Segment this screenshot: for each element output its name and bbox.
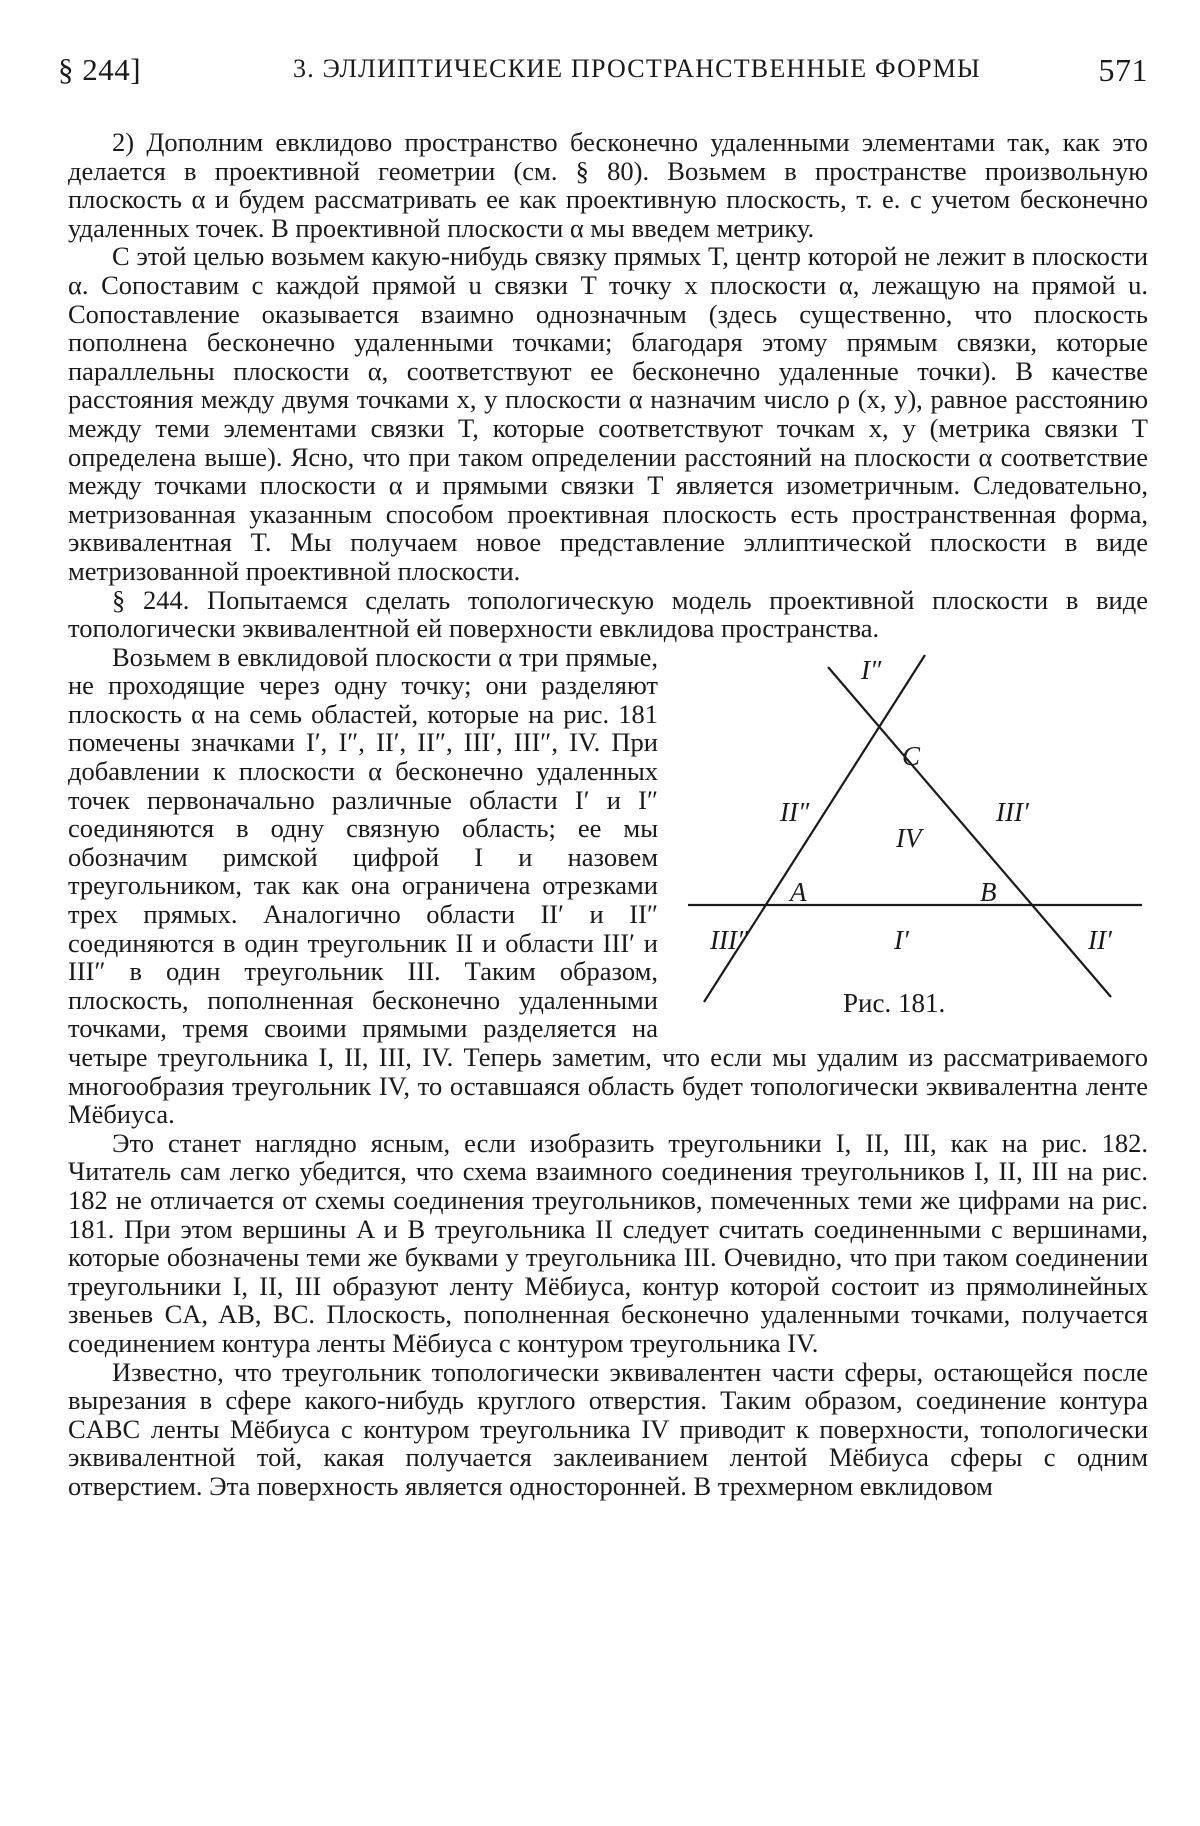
- label-region-ii-prime: II′: [1088, 924, 1112, 955]
- label-region-i-double-prime: I″: [861, 654, 882, 685]
- page-body: [68, 128, 1148, 1501]
- label-vertex-c: C: [902, 740, 921, 771]
- page-header: [58, 52, 1148, 102]
- label-vertex-b: B: [980, 876, 997, 907]
- label-region-iii-prime: III′: [996, 796, 1029, 827]
- running-title: 3. ЭЛЛИПТИЧЕСКИЕ ПРОСТРАНСТВЕННЫЕ ФОРМЫ: [293, 54, 981, 83]
- label-vertex-a: A: [790, 876, 807, 907]
- figure-181: [678, 647, 1148, 1027]
- paragraph-6: Известно, что треугольник топологически эквивалентен части сферы, остающейся после вырезания в сфере какого-нибудь круглого отверстия. Таким образом, соединение контура CABC ленты Мёбиуса с контуром треугольника IV приводит к поверхности, топологически эквивалентной той, какая получается заклеиванием лентой Мёбиуса сферы с одним отверстием. Эта поверхность является односторонней. В трехмерном евклидовом: [68, 1356, 1148, 1501]
- paragraph-4: Возьмем в евклидовой плоскости α три прямые, не проходящие через одну точку; они разделяют плоскость α на семь областей, которые на рис. 181 помечены значками I′, I″, II′, II″, III′, III″, IV. При добавлении к плоскости α бесконечно удаленных точек первоначально различные области I′ и I″ соединяются в одну связную область; ее мы обозначим римской цифрой I и назовем треугольником, так как она ограничена отрезками трех прямых. Аналогично области II′ и II″ соединяются в один треугольник II и области III′ и III″ в один треугольник III. Таким образом, плоскость, пополненная бесконечно удаленными точками, тремя своими прямыми разделяется на четыре треугольника I, II, III, IV. Теперь заметим, что если мы удалим из рассматриваемого многообразия треугольник IV, то оставшаяся область будет топологически эквивалентна ленте Мёбиуса.: [68, 641, 1148, 1130]
- label-region-iii-double-prime: III″: [710, 924, 749, 955]
- paragraph-1: 2) Дополним евклидово пространство бесконечно удаленными элементами так, как это делается в проективной геометрии (см. § 80). Возьмем в пространстве произвольную плоскость α и будем рассматривать ее как проективную плоскость, т. е. с учетом бесконечно удаленных точек. В проективной плоскости α мы введем метрику.: [68, 127, 1148, 243]
- right-line: [828, 667, 1111, 997]
- label-region-iv: IV: [896, 822, 922, 853]
- figure-caption: Рис. 181.: [843, 987, 946, 1018]
- paragraph-5: Это станет наглядно ясным, если изобразить треугольники I, II, III, как на рис. 182. Читатель сам легко убедится, что схема взаимного соединения треугольников I, II, III на рис. 182 не отличается от схемы соединения треугольников, помеченных теми же цифрами на рис. 181. При этом вершины A и B треугольника II следует считать соединенными с вершинами, которые обозначены теми же буквами у треугольника III. Очевидно, что при таком соединении треугольники I, II, III образуют ленту Мёбиуса, контур которой состоит из прямолинейных звеньев CA, AB, BC. Плоскость, пополненная бесконечно удаленными точками, получается соединением контура ленты Мёбиуса с контуром треугольника IV.: [68, 1127, 1148, 1358]
- label-region-ii-double-prime: II″: [780, 796, 810, 827]
- page-number: 571: [1098, 52, 1148, 88]
- paragraph-2: С этой целью возьмем какую-нибудь связку прямых T, центр которой не лежит в плоскости α. Сопоставим с каждой прямой u связки T точку x плоскости α, лежащую на прямой u. Сопоставление оказывается взаимно однозначным (здесь существенно, что плоскость пополнена бесконечно удаленными точками; благодаря этому прямым связки, которые параллельны плоскости α, соответствуют ее бесконечно удаленные точки). В качестве расстояния между двумя точками x, y плоскости α назначим число ρ (x, y), равное расстоянию между теми элементами связки T, которые соответствуют точкам x, y (метрика связки T определена выше). Ясно, что при таком определении расстояний на плоскости α соответствие между точками плоскости α и прямыми связки T является изометричным. Следовательно, метризованная указанным способом проективная плоскость есть пространственная форма, эквивалентная T. Мы получаем новое представление эллиптической плоскости в виде метризованной проективной плоскости.: [68, 241, 1148, 586]
- paragraph-3: § 244. Попытаемся сделать топологическую модель проективной плоскости в виде топологически эквивалентной ей поверхности евклидова пространства.: [68, 584, 1148, 644]
- label-region-i-prime: I′: [894, 924, 909, 955]
- section-reference: § 244]: [58, 52, 142, 87]
